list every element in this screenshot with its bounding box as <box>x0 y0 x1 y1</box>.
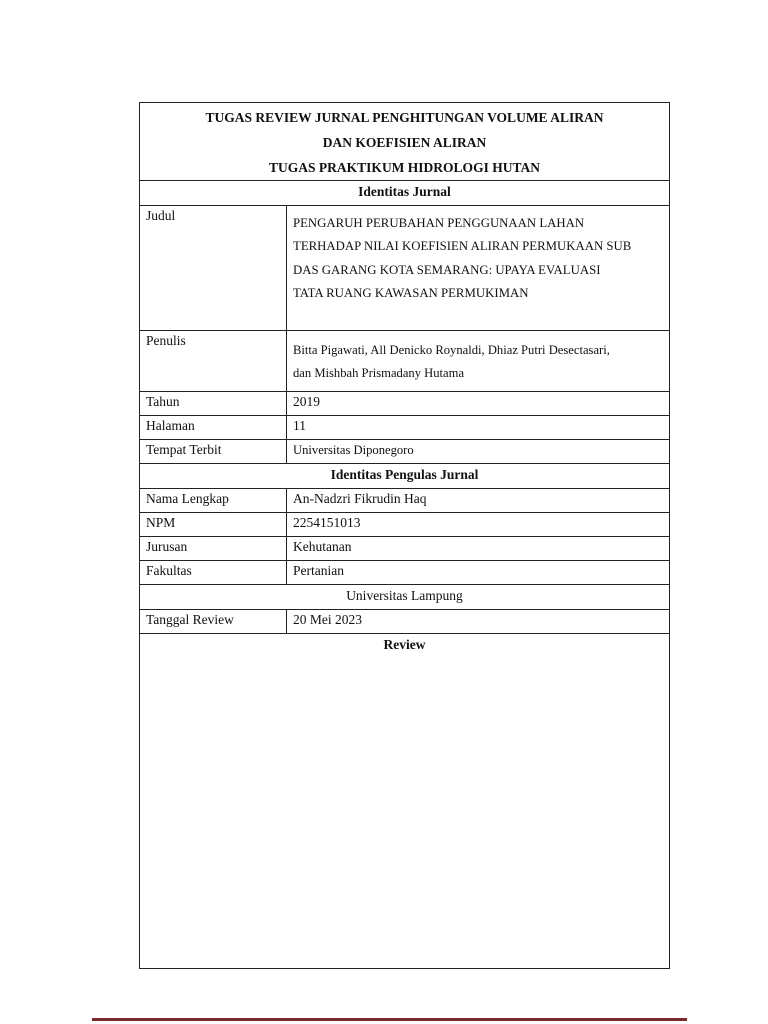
document-title <box>140 103 670 181</box>
penulis-line: Bitta Pigawati, All Denicko Roynaldi, Dhiaz Putri Desectasari, <box>293 343 610 357</box>
penulis-line: dan Mishbah Prismadany Hutama <box>293 365 465 380</box>
reviewer-identity-heading: Identitas Pengulas Jurnal <box>140 464 670 489</box>
journal-identity-heading: Identitas Jurnal <box>140 181 670 206</box>
npm-label: NPM <box>140 513 287 537</box>
tahun-label: Tahun <box>140 392 287 416</box>
title-line-2: DAN KOEFISIEN ALIRAN <box>322 135 487 150</box>
npm-value: 2254151013 <box>287 513 670 537</box>
penulis-value <box>287 331 670 392</box>
nama-lengkap-value: An-Nadzri Fikrudin Haq <box>287 489 670 513</box>
tanggal-review-value: 20 Mei 2023 <box>287 610 670 634</box>
judul-line: DAS GARANG KOTA SEMARANG: UPAYA EVALUASI <box>293 262 601 277</box>
universitas-row: Universitas Lampung <box>140 585 670 610</box>
review-form-table <box>139 102 670 969</box>
review-section <box>140 634 670 969</box>
fakultas-label: Fakultas <box>140 561 287 585</box>
penulis-label: Penulis <box>140 331 287 392</box>
halaman-value: 11 <box>287 416 670 440</box>
halaman-label: Halaman <box>140 416 287 440</box>
tempat-terbit-value: Universitas Diponegoro <box>287 440 670 464</box>
jurusan-value: Kehutanan <box>287 537 670 561</box>
review-heading: Review <box>383 637 426 652</box>
title-line-3: TUGAS PRAKTIKUM HIDROLOGI HUTAN <box>269 160 540 175</box>
fakultas-value: Pertanian <box>287 561 670 585</box>
tempat-terbit-label: Tempat Terbit <box>140 440 287 464</box>
judul-line: TATA RUANG KAWASAN PERMUKIMAN <box>293 285 529 300</box>
tahun-value: 2019 <box>287 392 670 416</box>
judul-line: PENGARUH PERUBAHAN PENGGUNAAN LAHAN <box>293 216 585 230</box>
judul-label: Judul <box>140 206 287 331</box>
nama-lengkap-label: Nama Lengkap <box>140 489 287 513</box>
title-line-1: TUGAS REVIEW JURNAL PENGHITUNGAN VOLUME ALIRAN <box>205 110 604 125</box>
judul-value <box>287 206 670 331</box>
jurusan-label: Jurusan <box>140 537 287 561</box>
judul-line: TERHADAP NILAI KOEFISIEN ALIRAN PERMUKAAN SUB <box>293 239 632 254</box>
footer-divider <box>92 1018 687 1021</box>
tanggal-review-label: Tanggal Review <box>140 610 287 634</box>
